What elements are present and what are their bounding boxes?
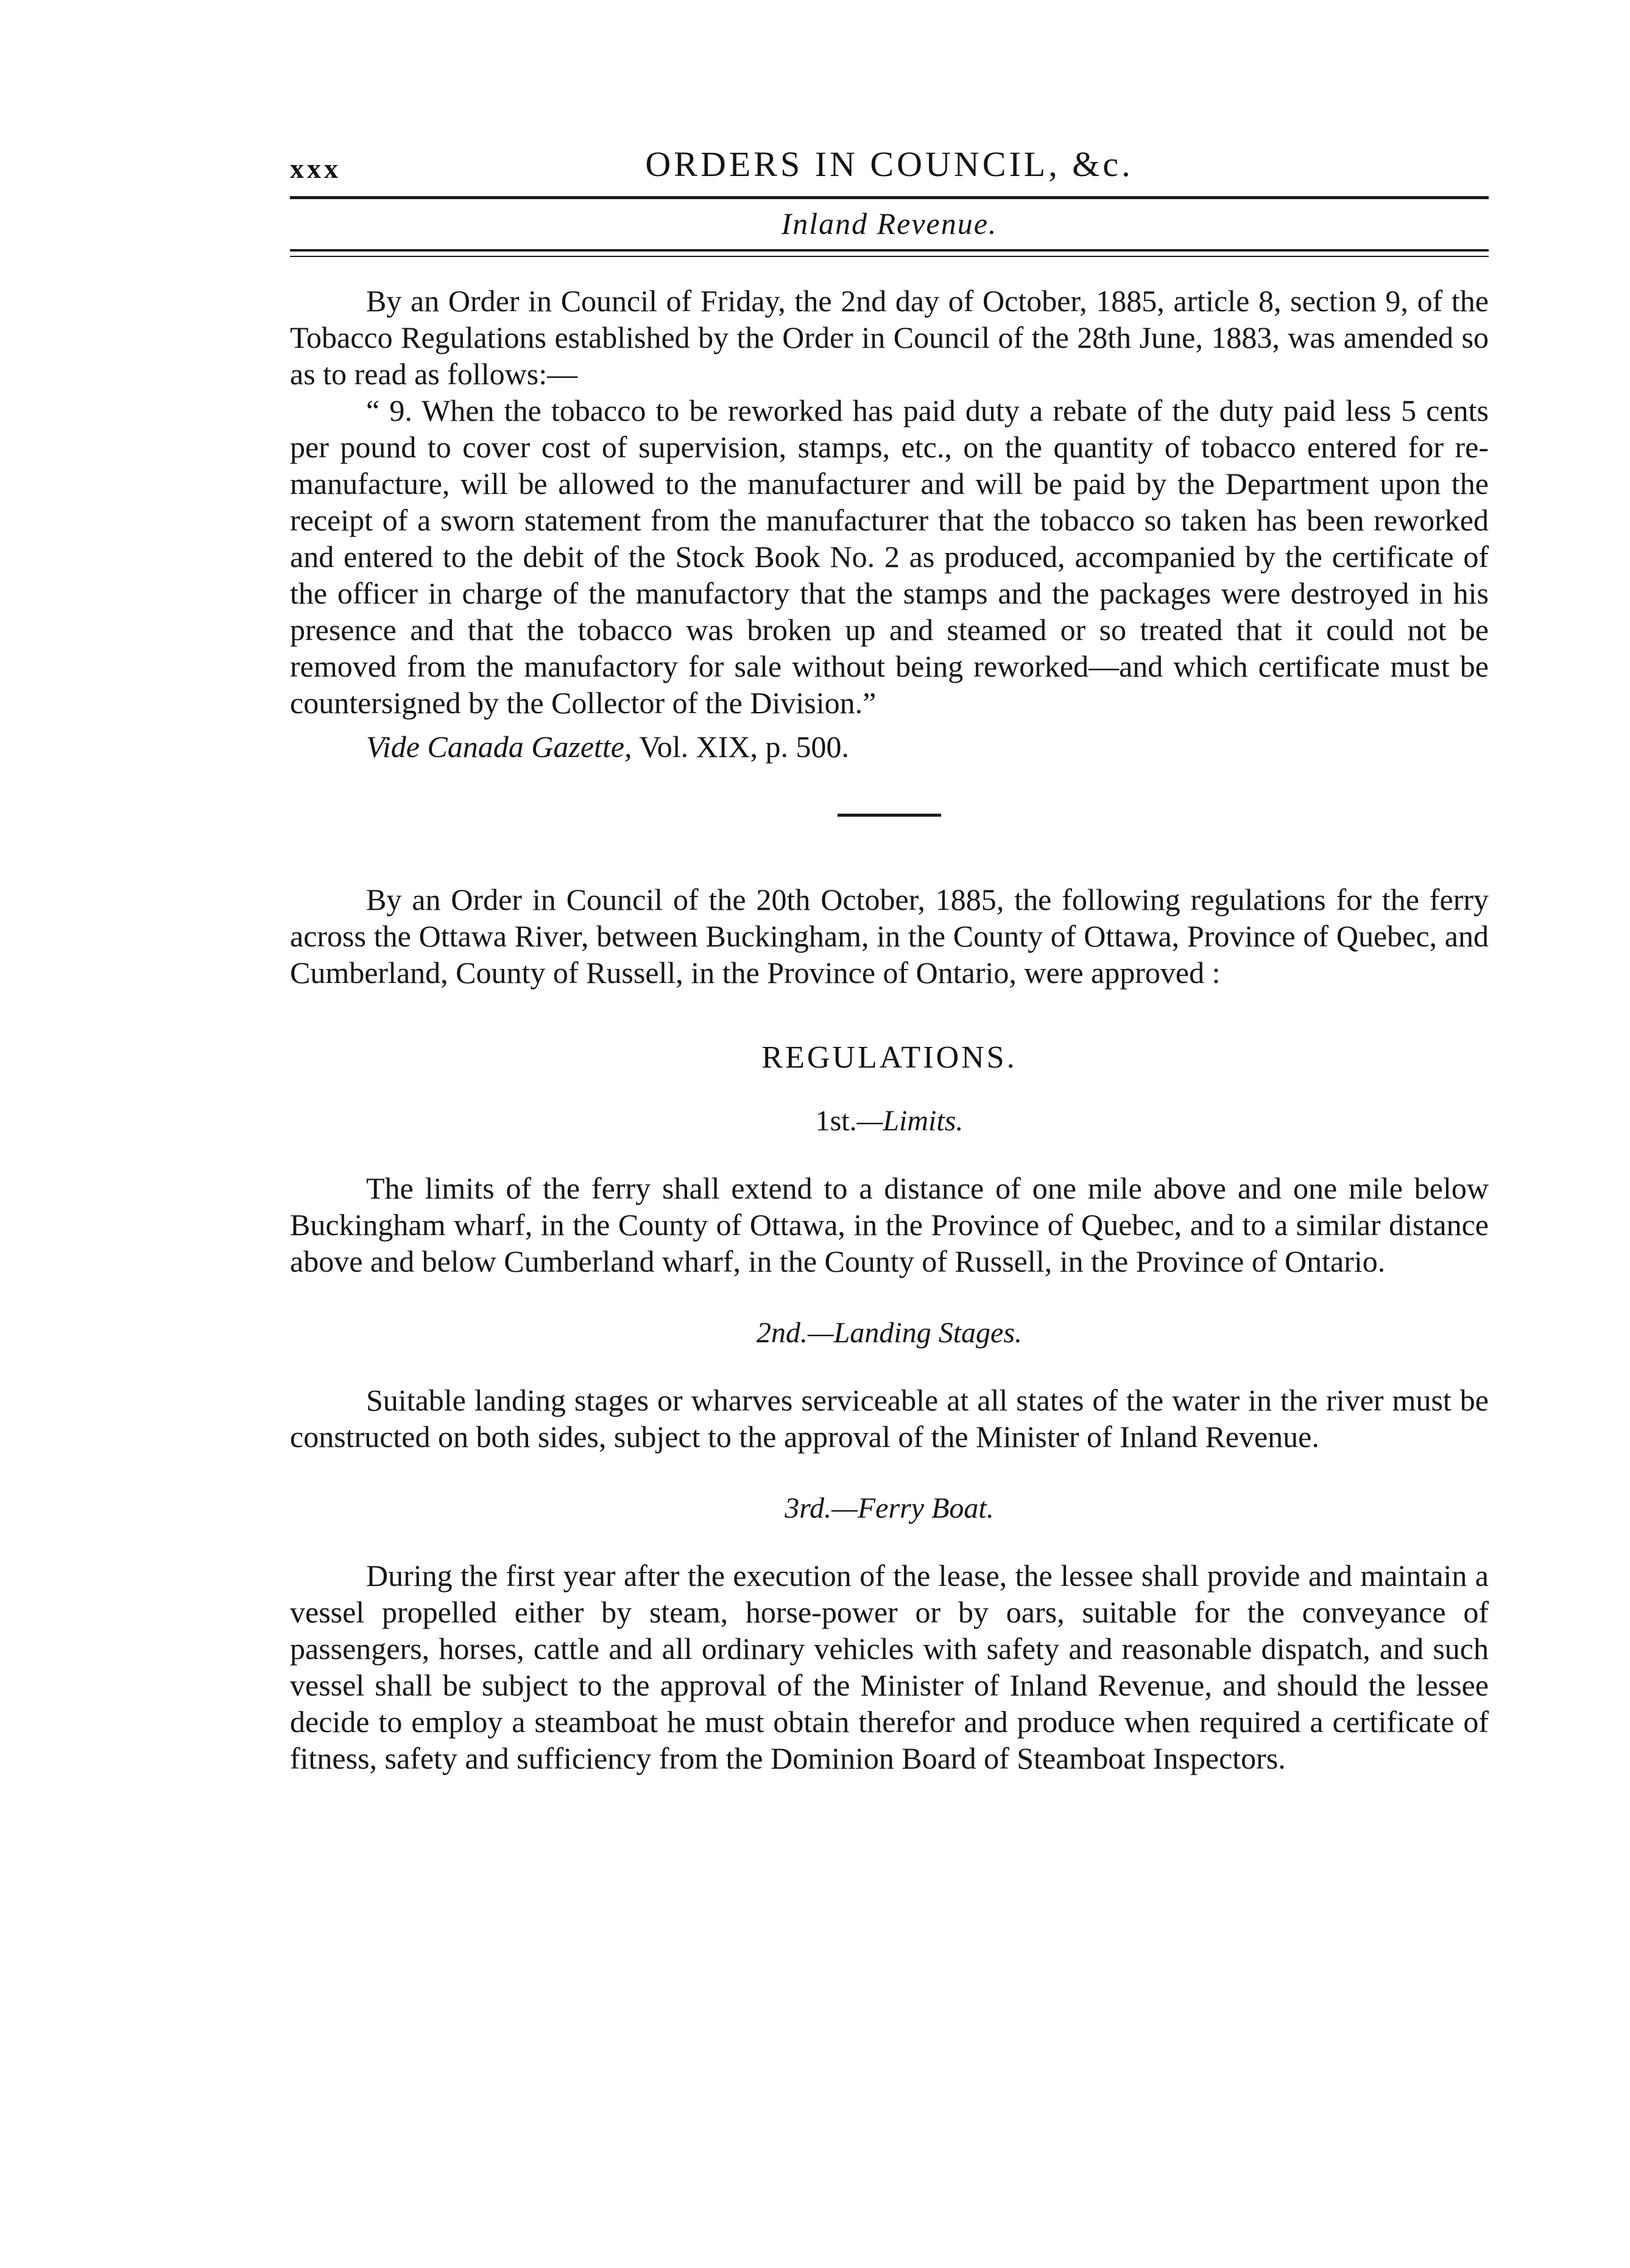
order-tobacco-intro: By an Order in Council of Friday, the 2nd day of October, 1885, article 8, section 9, of the Tobacco Regulations established by the Order in Council of the 28th June, 1883, was amended so as to read as follows:— [290, 284, 1489, 391]
running-head [290, 144, 1489, 196]
regulation-3-title: —Ferry Boat. [831, 1492, 994, 1524]
separator-rule [838, 814, 941, 817]
regulation-1-number: 1st. [815, 1105, 857, 1137]
regulation-3-heading [290, 1490, 1489, 1527]
regulation-2-text: Suitable landing stages or wharves serviceable at all states of the water in the river must be constructed on both sides, subject to the approval of the Minister of Inland Revenue. [290, 1383, 1489, 1454]
regulation-2-number: 2nd. [756, 1317, 808, 1349]
regulation-1-title: —Limits. [856, 1105, 964, 1137]
regulation-3-number: 3rd. [785, 1492, 832, 1524]
citation [366, 728, 1489, 765]
regulation-1-heading [290, 1103, 1489, 1139]
regulation-1-text: The limits of the ferry shall extend to a distance of one mile above and one mile below Buckingham wharf, in the County of Ottawa, in the Province of Quebec, and to a similar distance above and below Cumberland wharf, in the County of Russell, in the Province of Ontario. [290, 1171, 1489, 1278]
page-title: ORDERS IN COUNCIL, &c. [645, 144, 1134, 184]
citation-source: Vide Canada Gazette, [366, 730, 632, 764]
regulation-2-title: —Landing Stages. [807, 1317, 1023, 1349]
order-tobacco-quote: “ 9. When the tobacco to be reworked has paid duty a rebate of the duty paid less 5 cents per pound to cover cost of supervision, stamps, etc., on the quantity of tobacco entered for re-manufacture, will be allowed to the manufacturer and will be paid by the Department upon the receipt of a sworn statement from the manufacturer that the tobacco so taken has been reworked and entered to the debit of the Stock Book No. 2 as produced, accompanied by the certificate of the officer in charge of the manufactory that the stamps and the packages were destroyed in his presence and that the tobacco was broken up and steamed or so treated that it could not be removed from the manufactory for sale without being reworked—and which certificate must be countersigned by the Collector of the Division.” [290, 393, 1489, 720]
header-rule [290, 196, 1489, 199]
regulation-3-text: During the first year after the execution of the lease, the lessee shall provide and maintain a vessel propelled either by steam, horse-power or by oars, suitable for the conveyance of passengers, horses, cattle and all ordinary vehicles with safety and reasonable dispatch, and such vessel shall be subject to the approval of the Minister of Inland Revenue, and should the lessee decide to employ a steamboat he must obtain therefor and produce when required a certificate of fitness, safety and sufficiency from the Dominion Board of Steamboat Inspectors. [290, 1558, 1489, 1775]
page-number: xxx [290, 153, 341, 184]
regulation-2-heading [290, 1315, 1489, 1351]
section-heading: Inland Revenue. [781, 206, 998, 241]
order-ferry-intro: By an Order in Council of the 20th October, 1885, the following regulations for the ferry across the Ottawa River, between Buckingham, in the County of Ottawa, Province of Quebec, and Cumberland, County of Russell, in the Province of Ontario, were approved : [290, 882, 1489, 990]
citation-reference: Vol. XIX, p. 500. [639, 730, 850, 764]
page [290, 144, 1489, 1777]
section-rule [290, 249, 1489, 257]
regulations-heading: REGULATIONS. [761, 1040, 1017, 1075]
